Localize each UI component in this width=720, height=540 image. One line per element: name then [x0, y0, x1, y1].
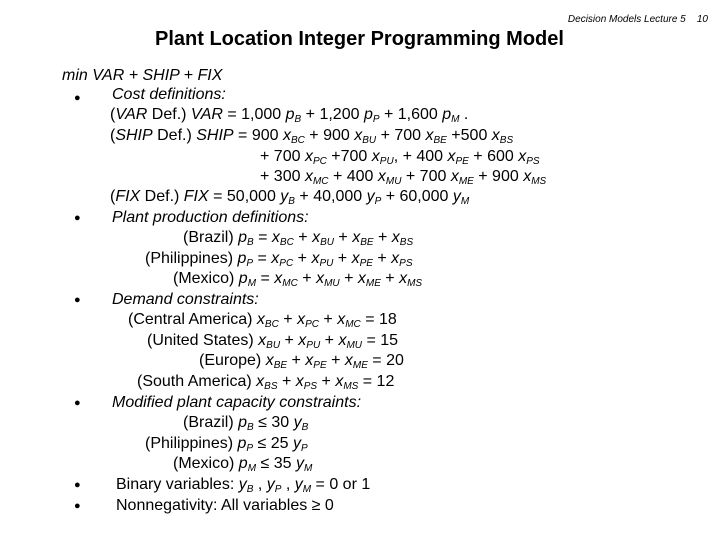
production-row-mexico: (Mexico) $p_M = x_{MC} + x_{MU} + x_{ME} + x_{MS}$: [173, 270, 423, 289]
bullet-icon: ●: [74, 92, 81, 104]
var-definition: (VAR Def.) VAR = 1,000 $p_B + 1,200$ $p_P + 1,600$ $p_M$ .: [110, 106, 469, 125]
course-label: Decision Models Lecture 5: [567, 14, 686, 25]
page-number: 10: [696, 14, 708, 25]
capacity-row-mexico: (Mexico) $p_M \le 35$ $y_M$: [173, 455, 313, 474]
binary-variables-line: Binary variables: $y_B$ , $y_P$ , $y_M = 0$ or 1: [116, 476, 371, 495]
demand-row-united-states: (United States) $x_{BU} + x_{PU} + x_{MU} = 15$: [147, 332, 399, 351]
capacity-row-brazil: (Brazil) $p_B \le 30$ $y_B$: [183, 414, 309, 433]
bullet-icon: ●: [74, 500, 81, 512]
demand-row-central-america: (Central America) $x_{BC} + x_{PC} + x_{MC} = 18$: [128, 311, 397, 330]
demand-row-south-america: (South America) $x_{BS} + x_{PS} + x_{MS} = 12$: [137, 373, 395, 392]
lecture-header: [568, 14, 708, 25]
nonnegativity-line: Nonnegativity: All variables ≥ 0: [116, 497, 334, 514]
bullet-icon: ●: [74, 212, 81, 224]
fix-definition: (FIX Def.) FIX = 50,000 $y_B + 40,000$ $y_P + 60,000$ $y_M$: [110, 188, 470, 207]
page-title: Plant Location Integer Programming Model: [155, 28, 564, 50]
bullet-icon: ●: [74, 397, 81, 409]
capacity-heading: Modified plant capacity constraints:: [112, 394, 362, 411]
ship-definition: (SHIP Def.) SHIP = 900 $x_{BC} + 900$ $x_{BU} + 700$ $x_{BE} +500$ $x_{BS}$: [110, 127, 514, 146]
production-row-philippines: (Philippines) $p_P = x_{PC} + x_{PU} + x_{PE} + x_{PS}$: [145, 250, 413, 269]
cost-definitions-heading: Cost definitions:: [112, 86, 226, 103]
plant-production-heading: Plant production definitions:: [112, 209, 309, 226]
production-row-brazil: (Brazil) $p_B = x_{BC} + x_{BU} + x_{BE} + x_{BS}$: [183, 229, 414, 248]
objective-line: min VAR + SHIP + FIX: [62, 67, 223, 84]
bullet-icon: ●: [74, 479, 81, 491]
bullet-icon: ●: [74, 294, 81, 306]
ship-continuation-1: + 700 $x_{PC} +700$ $x_{PU}$, + 400 $x_{PE} + 600$ $x_{PS}$: [260, 148, 540, 167]
demand-heading: Demand constraints:: [112, 291, 259, 308]
demand-row-europe: (Europe) $x_{BE} + x_{PE} + x_{ME} = 20$: [199, 352, 404, 371]
capacity-row-philippines: (Philippines) $p_P \le 25$ $y_P$: [145, 435, 308, 454]
ship-continuation-2: + 300 $x_{MC} + 400$ $x_{MU} + 700$ $x_{ME} + 900$ $x_{MS}$: [260, 168, 547, 187]
